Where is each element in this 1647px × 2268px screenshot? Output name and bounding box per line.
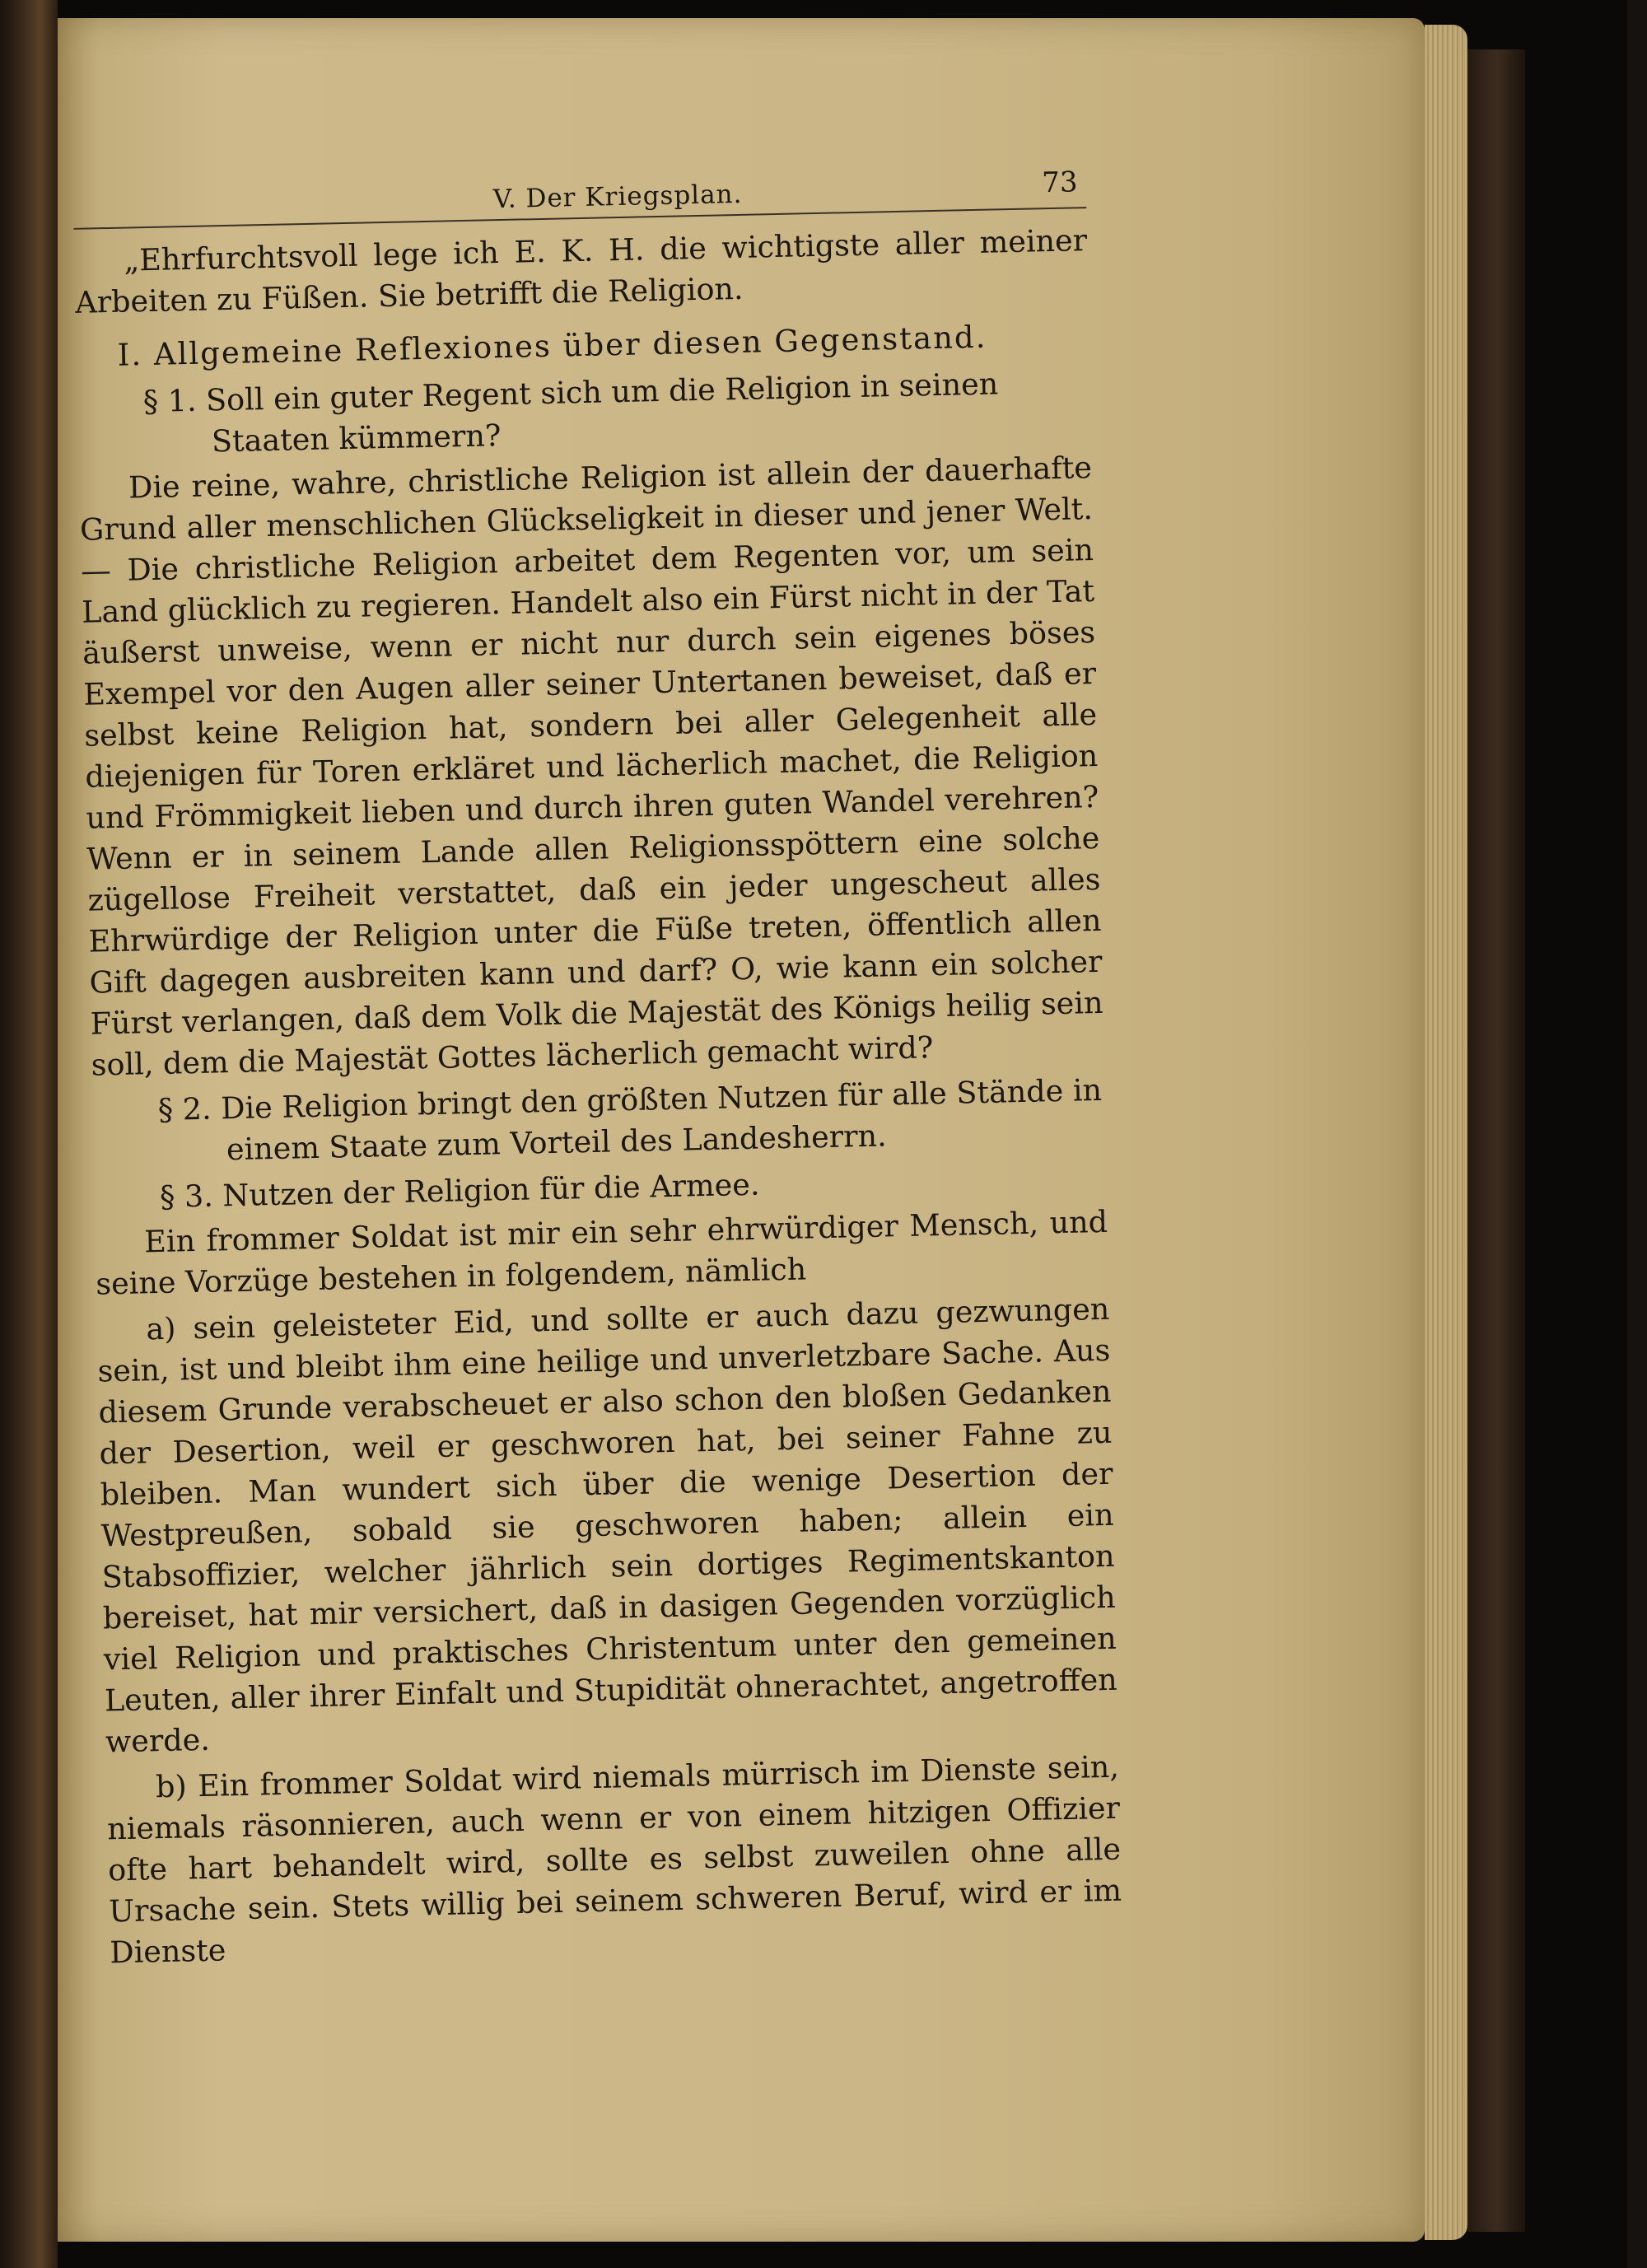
page-fore-edge <box>1425 25 1467 2240</box>
book-cover-left-edge <box>0 0 58 2268</box>
book-cover-right-edge <box>1467 49 1525 2232</box>
chapter-title: V. Der Kriegsplan. <box>492 179 743 215</box>
paragraph-3: a) sein geleisteter Eid, und sollte er auch dazu gezwungen sein, ist und bleibt ihm eine heilige und unverletzbare Sache. Aus diesem Grunde verabscheuet er also schon den bloßen Gedanken der Desertion, weil er geschworen hat, bei seiner Fahne zu bleiben. Man wundert sich über die wenige Desertion der Westpreußen, sobald sie geschworen haben; allein ein Stabsoffizier, welcher jährlich sein dortiges Regimentskanton bereiset, hat mir versichert, daß in dasigen Gegenden vorzüglich viel Religion und praktisches Christentum unter den gemeinen Leuten, aller ihrer Einfalt und Stupidität ohnerachtet, angetroffen werde. <box>97 1290 1118 1760</box>
paragraph-intro: „Ehrfurchtsvoll lege ich E. K. H. die wichtigste aller meiner Arbeiten zu Füßen. Sie betrifft die Religion. <box>74 222 1088 320</box>
text-block <box>72 154 1122 1973</box>
paragraph-4: b) Ein frommer Soldat wird niemals mürrisch im Dienste sein, niemals räsonnieren, auch wenn er von einem hitzigen Offizier ofte hart behandelt wird, sollte es selbst zuweilen ohne alle Ursache sein. Stets willig bei seinem schweren Beruf, wird er im Dienste <box>106 1748 1122 1971</box>
paragraph-1: Die reine, wahre, christliche Religion ist allein der dauerhafte Grund aller menschlichen Glückseligkeit in dieser und jener Welt. — Die christliche Religion arbeitet dem Regenten vor, um sein Land glücklich zu regieren. Handelt also ein Fürst nicht in der Tat äußerst unweise, wenn er nicht nur durch sein eigenes böses Exempel vor den Augen aller seiner Untertanen beweiset, daß er selbst keine Religion hat, sondern bei aller Gelegenheit alle diejenigen für Toren erkläret und lächerlich machet, die Religion und Frömmigkeit lieben und durch ihren guten Wandel verehren? Wenn er in seinem Lande allen Religionsspöttern eine solche zügellose Freiheit verstattet, daß ein jeder ungescheut alles Ehrwürdige der Religion unter die Füße treten, öffentlich allen Gift dagegen ausbreiten kann und darf? O, wie kann ein solcher Fürst verlangen, daß dem Volk die Majestät des Königs heilig sein soll, dem die Majestät Gottes lächerlich gemacht wird? <box>79 450 1103 1083</box>
section-2-title: § 2. Die Religion bringt den größten Nutzen für alle Stände in einem Staate zum Vorteil des Landesherrn. <box>157 1071 1103 1168</box>
background-strip <box>1627 0 1647 2268</box>
section-3-title: § 3. Nutzen der Religion für die Armee. <box>159 1166 760 1215</box>
page-number: 73 <box>1041 166 1078 200</box>
paragraph-2: Ein frommer Soldat ist mir ein sehr ehrwürdiger Mensch, und seine Vorzüge bestehen in folgendem, nämlich <box>95 1203 1108 1302</box>
section-1-title: § 1. Soll ein guter Regent sich um die Religion in seinen Staaten kümmern? <box>142 366 999 460</box>
section-heading: I. Allgemeine Reflexiones über diesen Gegenstand. <box>117 319 987 373</box>
